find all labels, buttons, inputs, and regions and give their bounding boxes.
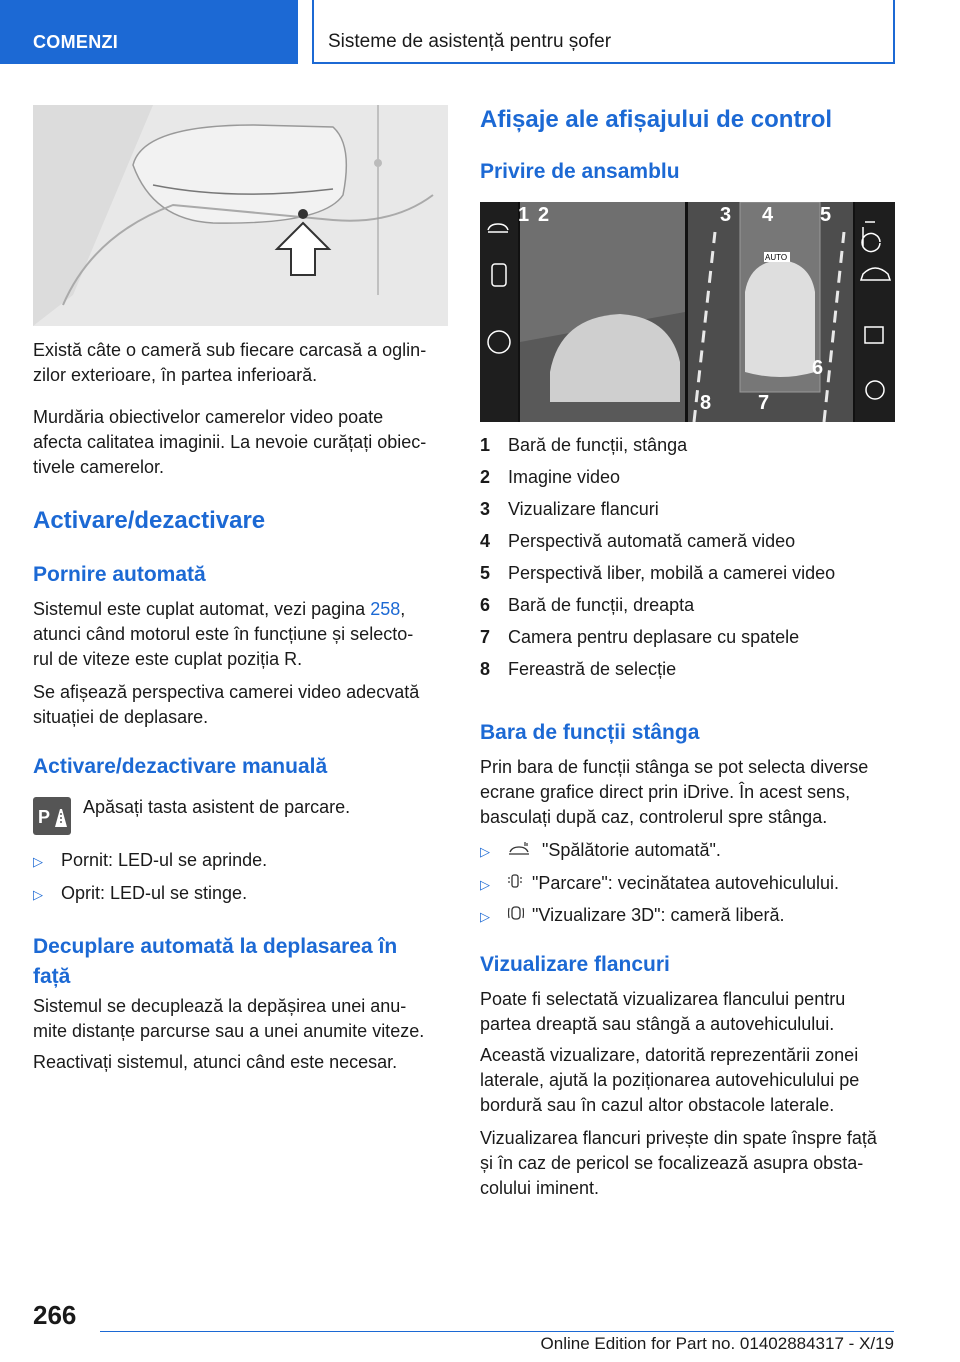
parking-icon [508, 872, 532, 897]
auto-start-text: Sistemul este cuplat automat, vezi pagina [33, 599, 371, 619]
flank-p3-line: Vizualizarea flancuri privește din spate înspre față [480, 1128, 877, 1148]
car-wash-icon [508, 839, 542, 864]
auto-start-p2-line: situației de deplasare. [33, 707, 209, 727]
figure-label-2: 2 [538, 204, 550, 226]
flank-heading: Vizualizare flancuri [480, 953, 670, 976]
figure-auto-badge: AUTO [765, 253, 788, 262]
flank-p1-line: Poate fi selectată vizualizarea flancului pentru [480, 989, 846, 1009]
mirror-caption-line: zilor exterioare, în partea inferioară. [33, 365, 318, 385]
figure-label-6: 6 [812, 357, 824, 379]
bullet-triangle-icon: ▷ [33, 887, 43, 902]
footer-rule [100, 1331, 894, 1332]
left-bar-line: Prin bara de funcții stânga se pot selecta diverse [480, 757, 869, 777]
auto-start-p2-line: Se afișează perspectiva camerei video adecvată [33, 682, 420, 702]
figure-label-1: 1 [518, 204, 530, 226]
legend-item: 7 Camera pentru deplasare cu spatele [480, 627, 800, 647]
car-wash-item: "Spălătorie automată". [542, 840, 721, 860]
legend-item: 2 Imagine video [480, 467, 621, 487]
left-bar-heading: Bara de funcții stânga [480, 721, 700, 744]
legend-item: 4 Perspectivă automată cameră video [480, 531, 796, 551]
activation-heading: Activare/dezactivare [33, 507, 266, 534]
page-link[interactable]: 258 [370, 599, 401, 619]
edition-text: Online Edition for Part no. 01402884317 - X/19 [540, 1334, 894, 1353]
auto-start-heading: Pornire automată [33, 563, 206, 586]
flank-p1-line: partea dreaptă sau stângă a autovehiculului. [480, 1014, 835, 1034]
figure-label-3: 3 [720, 204, 732, 226]
section-tab: COMENZI [0, 0, 298, 64]
dirt-note-line: afecta calitatea imaginii. La nevoie curățați obiec- [33, 432, 427, 452]
bullet-triangle-icon: ▷ [480, 844, 490, 859]
flank-p3-line: și în caz de pericol se focalizează asupra obsta- [480, 1153, 864, 1173]
flank-p2-line: bordură sau în cazul altor obstacole laterale. [480, 1095, 835, 1115]
left-bar-line: basculați după caz, controlerul spre stânga. [480, 807, 828, 827]
bullet-triangle-icon: ▷ [480, 877, 490, 892]
view-3d-item: "Vizualizare 3D": cameră liberă. [532, 905, 785, 925]
auto-off-line: Sistemul se decuplează la depășirea unei anu- [33, 996, 407, 1016]
manual-heading: Activare/dezactivare manuală [33, 755, 328, 778]
parking-item: "Parcare": vecinătatea autovehiculului. [532, 873, 839, 893]
bullet-triangle-icon: ▷ [480, 909, 490, 924]
bullet-on: Pornit: LED-ul se aprinde. [61, 850, 268, 870]
control-display-figure [480, 202, 895, 422]
figure-label-7: 7 [758, 392, 770, 414]
auto-off-line: mite distanțe parcurse sau a unei anumite viteze. [33, 1021, 425, 1041]
chapter-title: Sisteme de asistență pentru șofer [312, 0, 895, 64]
bullet-off: Oprit: LED-ul se stinge. [61, 883, 248, 903]
dirt-note-line: Murdăria obiectivelor camerelor video poate [33, 407, 384, 427]
auto-start-line: rul de viteze este cuplat poziția R. [33, 649, 303, 669]
flank-p2-line: laterale, ajută la poziționarea autovehiculului pe [480, 1070, 860, 1090]
auto-off-heading: față [33, 965, 71, 988]
left-bar-line: ecrane grafice direct prin iDrive. În acest sens, [480, 782, 851, 802]
flank-p2-line: Această vizualizare, datorită reprezentării zonei [480, 1045, 859, 1065]
auto-off-heading: Decuplare automată la deplasarea în [33, 935, 398, 958]
reactivate-text: Reactivați sistemul, atunci când este necesar. [33, 1052, 398, 1072]
svg-text:P: P [38, 807, 51, 827]
figure-label-8: 8 [700, 392, 712, 414]
figure-label-4: 4 [762, 204, 774, 226]
page-number: 266 [33, 1300, 77, 1330]
legend-item: 6 Bară de funcții, dreapta [480, 595, 695, 615]
overview-heading: Privire de ansamblu [480, 160, 680, 183]
legend-item: 8 Fereastră de selecție [480, 659, 677, 679]
auto-start-line: atunci când motorul este în funcțiune și selecto- [33, 624, 414, 644]
right-heading: Afișaje ale afișajului de control [480, 106, 833, 133]
figure-label-5: 5 [820, 204, 832, 226]
mirror-caption-line: Există câte o cameră sub fiecare carcasă a oglin- [33, 340, 427, 360]
legend-item: 3 Vizualizare flancuri [480, 499, 659, 519]
bullet-triangle-icon: ▷ [33, 854, 43, 869]
manual-text: Apăsați tasta asistent de parcare. [83, 797, 351, 817]
legend-item: 5 Perspectivă liber, mobilă a camerei video [480, 563, 836, 583]
view-3d-icon [508, 904, 532, 929]
legend-item: 1 Bară de funcții, stânga [480, 435, 688, 455]
flank-p3-line: colului iminent. [480, 1178, 600, 1198]
park-assist-button-icon [33, 797, 71, 835]
dirt-note-line: tivele camerelor. [33, 457, 165, 477]
mirror-camera-image [33, 105, 448, 326]
